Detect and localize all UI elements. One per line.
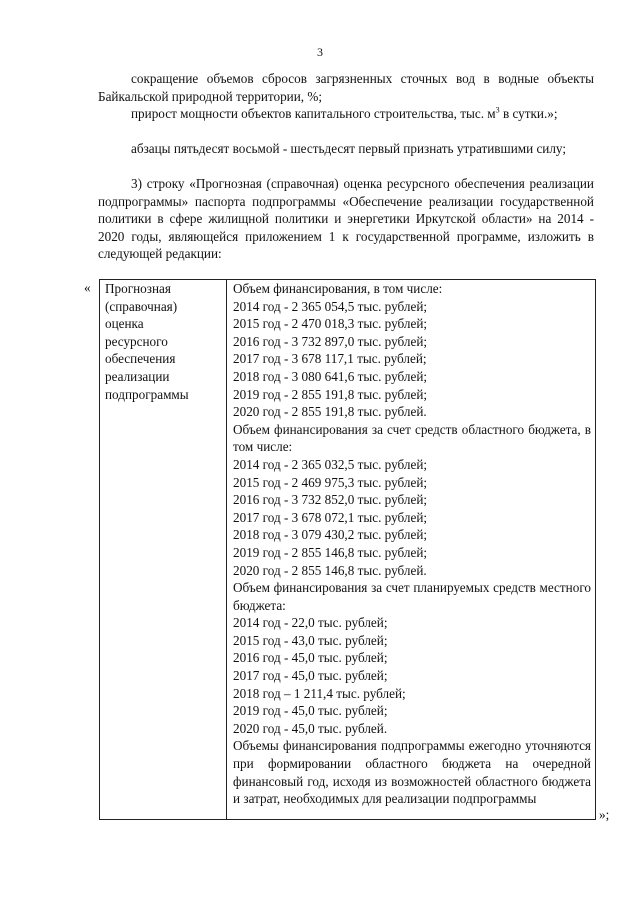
- table-right-cell: [227, 280, 596, 820]
- local-line: 2014 год - 22,0 тыс. рублей;: [233, 615, 388, 631]
- local-line: 2018 год – 1 211,4 тыс. рублей;: [233, 685, 406, 701]
- total-line: 2020 год - 2 855 191,8 тыс. рублей.: [233, 404, 427, 420]
- local-line: 2020 год - 45,0 тыс. рублей.: [233, 720, 388, 736]
- regional-line: 2016 год - 3 732 852,0 тыс. рублей;: [233, 492, 428, 508]
- left-line: подпрограммы: [105, 386, 189, 402]
- paragraph-wastewater: сокращение объемов сбросов загрязненных сточных вод в водные объекты Байкальской природной территории, %;: [98, 71, 594, 104]
- closing-quote: »;: [599, 807, 610, 822]
- local-header: Объем финансирования за счет планируемых средств местного бюджета:: [233, 580, 591, 613]
- regional-line: 2017 год - 3 678 072,1 тыс. рублей;: [233, 509, 428, 525]
- left-line: обеспечения: [105, 351, 176, 367]
- local-line: 2019 год - 45,0 тыс. рублей;: [233, 703, 388, 719]
- funding-table-row: [100, 280, 596, 820]
- opening-quote: «: [84, 280, 91, 295]
- page-number: 3: [317, 45, 323, 59]
- left-line: реализации: [105, 368, 170, 384]
- local-line: 2017 год - 45,0 тыс. рублей;: [233, 668, 388, 684]
- funding-table: [99, 279, 596, 820]
- left-line: (справочная): [105, 298, 178, 314]
- local-line: 2016 год - 45,0 тыс. рублей;: [233, 650, 388, 666]
- total-line: 2015 год - 2 470 018,3 тыс. рублей;: [233, 316, 428, 332]
- total-line: 2018 год - 3 080 641,6 тыс. рублей;: [233, 368, 428, 384]
- total-line: 2014 год - 2 365 054,5 тыс. рублей;: [233, 298, 428, 314]
- paragraph-capacity-text: прирост мощности объектов капитального строительства, тыс. м: [131, 106, 496, 121]
- left-line: ресурсного: [105, 333, 168, 349]
- left-line: Прогнозная: [105, 281, 171, 296]
- table-left-cell: [100, 280, 227, 820]
- superscript-three: 3: [495, 105, 500, 115]
- regional-line: 2015 год - 2 469 975,3 тыс. рублей;: [233, 474, 428, 490]
- regional-line: 2019 год - 2 855 146,8 тыс. рублей;: [233, 544, 428, 560]
- regional-header: Объем финансирования за счет средств областного бюджета, в том числе:: [233, 421, 591, 455]
- total-line: 2017 год - 3 678 117,1 тыс. рублей;: [233, 351, 427, 367]
- total-line: 2016 год - 3 732 897,0 тыс. рублей;: [233, 333, 428, 349]
- local-line: 2015 год - 43,0 тыс. рублей;: [233, 632, 388, 648]
- total-header: Объем финансирования, в том числе:: [233, 281, 443, 296]
- paragraph-capacity: [98, 105, 594, 123]
- paragraph-amendment: 3) строку «Прогнозная (справочная) оценка ресурсного обеспечения реализации подпрограммы» паспорта подпрограммы «Обеспечение реализации государственной политики в сфере жилищной политики и энергетики Иркутской области» на 2014 - 2020 годы, являющейся приложением 1 к государственной программе, изложить в следующей редакции:: [98, 176, 594, 261]
- paragraph-capacity-tail: в сутки.»;: [499, 106, 558, 121]
- regional-line: 2018 год - 3 079 430,2 тыс. рублей;: [233, 527, 428, 543]
- funding-note: Объемы финансирования подпрограммы ежегодно уточняются при формировании областного бюджета на очередной финансовый год, исходя из возможностей областного бюджета и затрат, необходимых для реализации подпрограммы: [233, 738, 591, 807]
- paragraph-repeal: абзацы пятьдесят восьмой - шестьдесят первый признать утратившими силу;: [131, 141, 567, 156]
- regional-line: 2020 год - 2 855 146,8 тыс. рублей.: [233, 562, 427, 578]
- left-line: оценка: [105, 316, 144, 332]
- total-line: 2019 год - 2 855 191,8 тыс. рублей;: [233, 386, 428, 402]
- regional-line: 2014 год - 2 365 032,5 тыс. рублей;: [233, 456, 428, 472]
